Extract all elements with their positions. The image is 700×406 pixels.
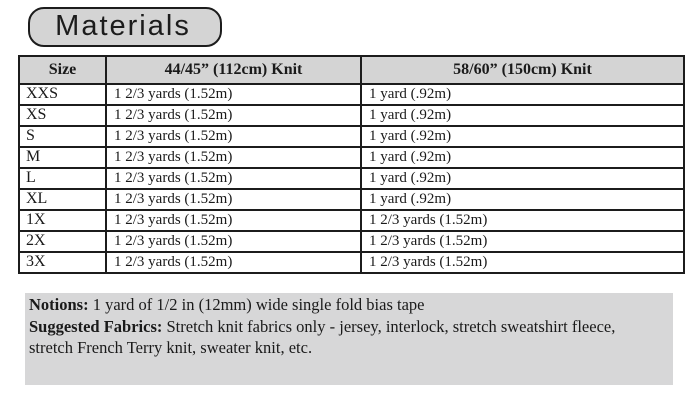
notes-box xyxy=(25,293,673,385)
knit44-cell: 1 2/3 yards (1.52m) xyxy=(106,168,361,189)
header-row xyxy=(19,56,684,84)
knit58-cell: 1 2/3 yards (1.52m) xyxy=(361,252,684,273)
knit44-cell: 1 2/3 yards (1.52m) xyxy=(106,210,361,231)
knit44-cell: 1 2/3 yards (1.52m) xyxy=(106,126,361,147)
table-row xyxy=(19,210,684,231)
knit44-cell: 1 2/3 yards (1.52m) xyxy=(106,189,361,210)
size-cell: XL xyxy=(19,189,106,210)
table-row xyxy=(19,189,684,210)
suggested-fabrics-text: Stretch knit fabrics only - jersey, interlock, stretch sweatshirt fleece, stretch French Terry knit, sweater knit, etc. xyxy=(29,316,616,357)
knit58-cell: 1 yard (.92m) xyxy=(361,147,684,168)
table-row xyxy=(19,252,684,273)
suggested-fabrics-line xyxy=(29,316,663,359)
table-row xyxy=(19,84,684,105)
knit58-cell: 1 yard (.92m) xyxy=(361,189,684,210)
knit58-cell: 1 yard (.92m) xyxy=(361,105,684,126)
knit58-cell: 1 2/3 yards (1.52m) xyxy=(361,231,684,252)
column-header-size: Size xyxy=(19,56,106,84)
suggested-fabrics-label: Suggested Fabrics: xyxy=(29,316,163,336)
size-cell: XS xyxy=(19,105,106,126)
table-body xyxy=(19,84,684,273)
knit44-cell: 1 2/3 yards (1.52m) xyxy=(106,231,361,252)
knit58-cell: 1 2/3 yards (1.52m) xyxy=(361,210,684,231)
notions-label: Notions: xyxy=(29,295,89,314)
table-header xyxy=(19,56,684,84)
table-row xyxy=(19,231,684,252)
table-row xyxy=(19,168,684,189)
table-row xyxy=(19,126,684,147)
page-title-text: Materials xyxy=(55,9,191,42)
table-row xyxy=(19,105,684,126)
size-cell: 3X xyxy=(19,252,106,273)
notions-line xyxy=(29,294,663,316)
size-cell: 2X xyxy=(19,231,106,252)
size-cell: 1X xyxy=(19,210,106,231)
knit44-cell: 1 2/3 yards (1.52m) xyxy=(106,147,361,168)
knit58-cell: 1 yard (.92m) xyxy=(361,126,684,147)
column-header-knit44: 44/45” (112cm) Knit xyxy=(106,56,361,84)
materials-table xyxy=(18,55,685,274)
knit44-cell: 1 2/3 yards (1.52m) xyxy=(106,252,361,273)
knit44-cell: 1 2/3 yards (1.52m) xyxy=(106,84,361,105)
size-cell: M xyxy=(19,147,106,168)
size-cell: L xyxy=(19,168,106,189)
size-cell: XXS xyxy=(19,84,106,105)
knit44-cell: 1 2/3 yards (1.52m) xyxy=(106,105,361,126)
knit58-cell: 1 yard (.92m) xyxy=(361,168,684,189)
notions-text: 1 yard of 1/2 in (12mm) wide single fold bias tape xyxy=(88,295,425,314)
table-row xyxy=(19,147,684,168)
size-cell: S xyxy=(19,126,106,147)
knit58-cell: 1 yard (.92m) xyxy=(361,84,684,105)
column-header-knit58: 58/60” (150cm) Knit xyxy=(361,56,684,84)
page-title xyxy=(28,7,222,47)
